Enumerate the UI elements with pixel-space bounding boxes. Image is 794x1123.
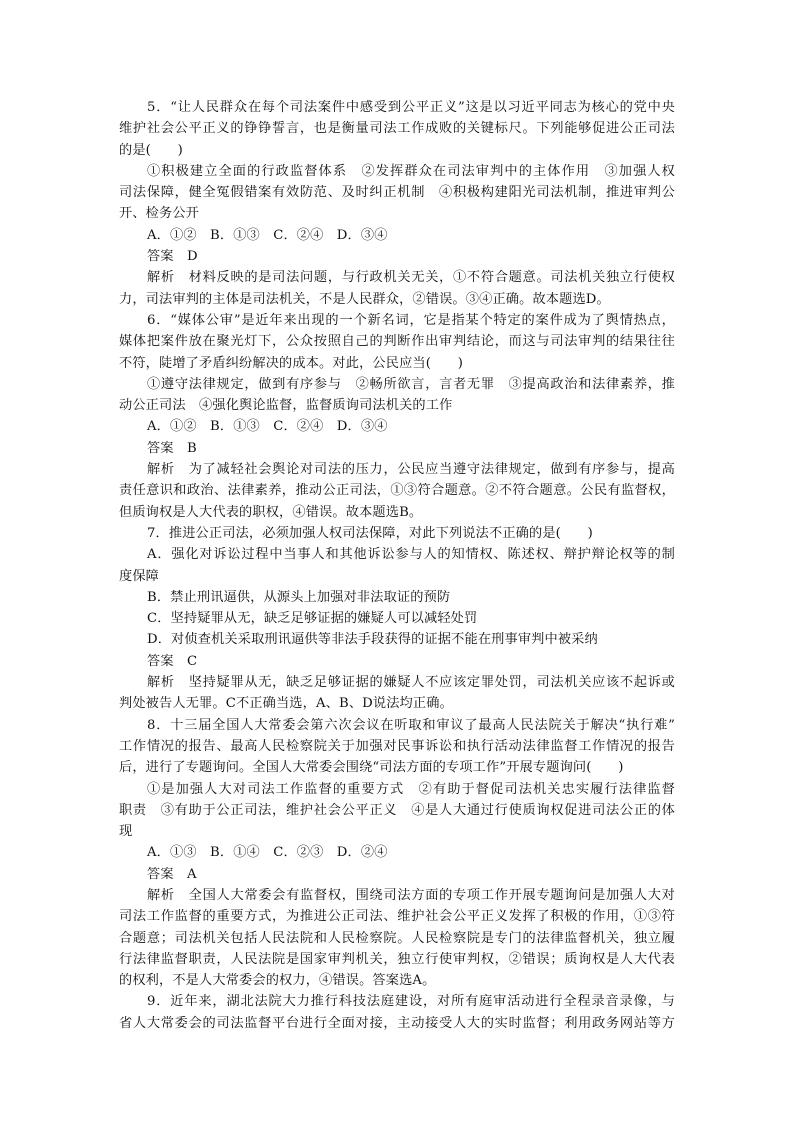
text-line: A．强化对诉讼过程中当事人和其他诉讼参与人的知情权、陈述权、辩护辩论权等的制: [147, 547, 675, 563]
text-line: 的是( ): [119, 142, 183, 158]
text-line: 媒体把案件放在聚光灯下，公众按照自己的判断作出审判结论，而这与司法审判的结果往往: [119, 334, 675, 350]
text-line: ①是加强人大对司法工作监督的重要方式 ②有助于督促司法机关忠实履行法律监督: [147, 781, 675, 797]
text-line: 答案 A: [147, 866, 197, 882]
text-line: A．①② B．①③ C．②④ D．③④: [147, 227, 388, 243]
text-line: 但质询权是人大代表的职权，④错误。故本题选B。: [119, 504, 423, 520]
text-line: 力，司法审判的主体是司法机关，不是人民群众，②错误。③④正确。故本题选D。: [119, 291, 610, 307]
text-line: 的权利，不是人大常委会的权力，④错误。答案选A。: [119, 973, 436, 989]
text-line: 答案 D: [147, 249, 198, 265]
text-line: ①遵守法律规定，做到有序参与 ②畅所欲言，言者无罪 ③提高政治和法律素养，推: [147, 376, 675, 392]
text-line: 省人大常委会的司法监督平台进行全面对接，主动接受人大的实时监督；利用政务网站等方: [119, 1015, 675, 1031]
document-body: [119, 97, 675, 1034]
text-line: B．禁止刑讯逼供，从源头上加强对非法取证的预防: [147, 589, 451, 605]
text-line: 工作情况的报告、最高人民检察院关于加强对民事诉讼和执行活动法律监督工作情况的报告: [119, 738, 675, 754]
text-line: C．坚持疑罪从无，缺乏足够证据的嫌疑人可以减轻处罚: [147, 611, 478, 627]
text-line: 行法律监督职责，人民法院是国家审判机关，独立行使审判权，②错误；质询权是人大代表: [119, 951, 675, 967]
text-line: 解析 为了减轻社会舆论对司法的压力，公民应当遵守法律规定，做到有序参与，提高: [147, 462, 675, 478]
text-line: 解析 全国人大常委会有监督权，围绕司法方面的专项工作开展专题询问是加强人大对: [147, 887, 675, 903]
text-line: 不符，陡增了矛盾纠纷解决的成本。对此，公民应当( ): [119, 355, 464, 371]
text-line: 职责 ③有助于公正司法，维护社会公平正义 ④是人大通过行使质询权促进司法公正的体: [119, 802, 675, 818]
text-line: 开、检务公开: [119, 206, 200, 222]
text-line: 后，进行了专题询问。全国人大常委会围绕“司法方面的专项工作”开展专题询问( ): [119, 760, 624, 776]
text-line: 动公正司法 ④强化舆论监督，监督质询司法机关的工作: [119, 398, 453, 414]
text-line: D．对侦查机关采取刑讯逼供等非法手段获得的证据不能在刑事审判中被采纳: [147, 632, 598, 648]
text-line: 维护社会公平正义的铮铮誓言，也是衡量司法工作成败的关键标尺。下列能够促进公正司法: [119, 121, 675, 137]
text-line: 6．“媒体公审”是近年来出现的一个新名词，它是指某个特定的案件成为了舆情热点，: [147, 312, 675, 328]
text-line: ①积极建立全面的行政监督体系 ②发挥群众在司法审判中的主体作用 ③加强人权: [147, 163, 675, 179]
text-line: A．①③ B．①④ C．②③ D．②④: [147, 845, 388, 861]
text-line: 答案 C: [147, 653, 198, 669]
text-line: 解析 坚持疑罪从无，缺乏足够证据的嫌疑人不应该定罪处罚，司法机关应该不起诉或: [147, 675, 675, 691]
text-line: 司法工作监督的重要方式，为推进公正司法、维护社会公平正义发挥了积极的作用，①③符: [119, 909, 675, 925]
text-line: 合题意；司法机关包括人民法院和人民检察院。人民检察院是专门的法律监督机关，独立履: [119, 930, 675, 946]
text-line: 司法保障，健全冤假错案有效防范、及时纠正机制 ④积极构建阳光司法机制，推进审判公: [119, 185, 675, 201]
text-line: 度保障: [119, 568, 160, 584]
text-line: 答案 B: [147, 440, 197, 456]
text-line: 5．“让人民群众在每个司法案件中感受到公平正义”这是以习近平同志为核心的党中央: [147, 100, 675, 115]
text-line: A．①② B．①③ C．②④ D．③④: [147, 419, 388, 435]
text-line: 9．近年来，湖北法院大力推行科技法庭建设，对所有庭审活动进行全程录音录像，与: [147, 994, 675, 1010]
text-line: 8．十三届全国人大常委会第六次会议在听取和审议了最高人民法院关于解决“执行难”: [147, 717, 675, 733]
text-line: 现: [119, 824, 133, 840]
text-line: 判处被告人无罪。C不正确当选，A、B、D说法均正确。: [119, 696, 453, 712]
text-line: 解析 材料反映的是司法问题，与行政机关无关，①不符合题意。司法机关独立行使权: [147, 270, 675, 286]
text-line: 7．推进公正司法，必须加强人权司法保障，对此下列说法不正确的是( ): [147, 525, 593, 541]
text-line: 责任意识和政治、法律素养，推动公正司法，①③符合题意。②不符合题意。公民有监督权，: [119, 483, 675, 499]
